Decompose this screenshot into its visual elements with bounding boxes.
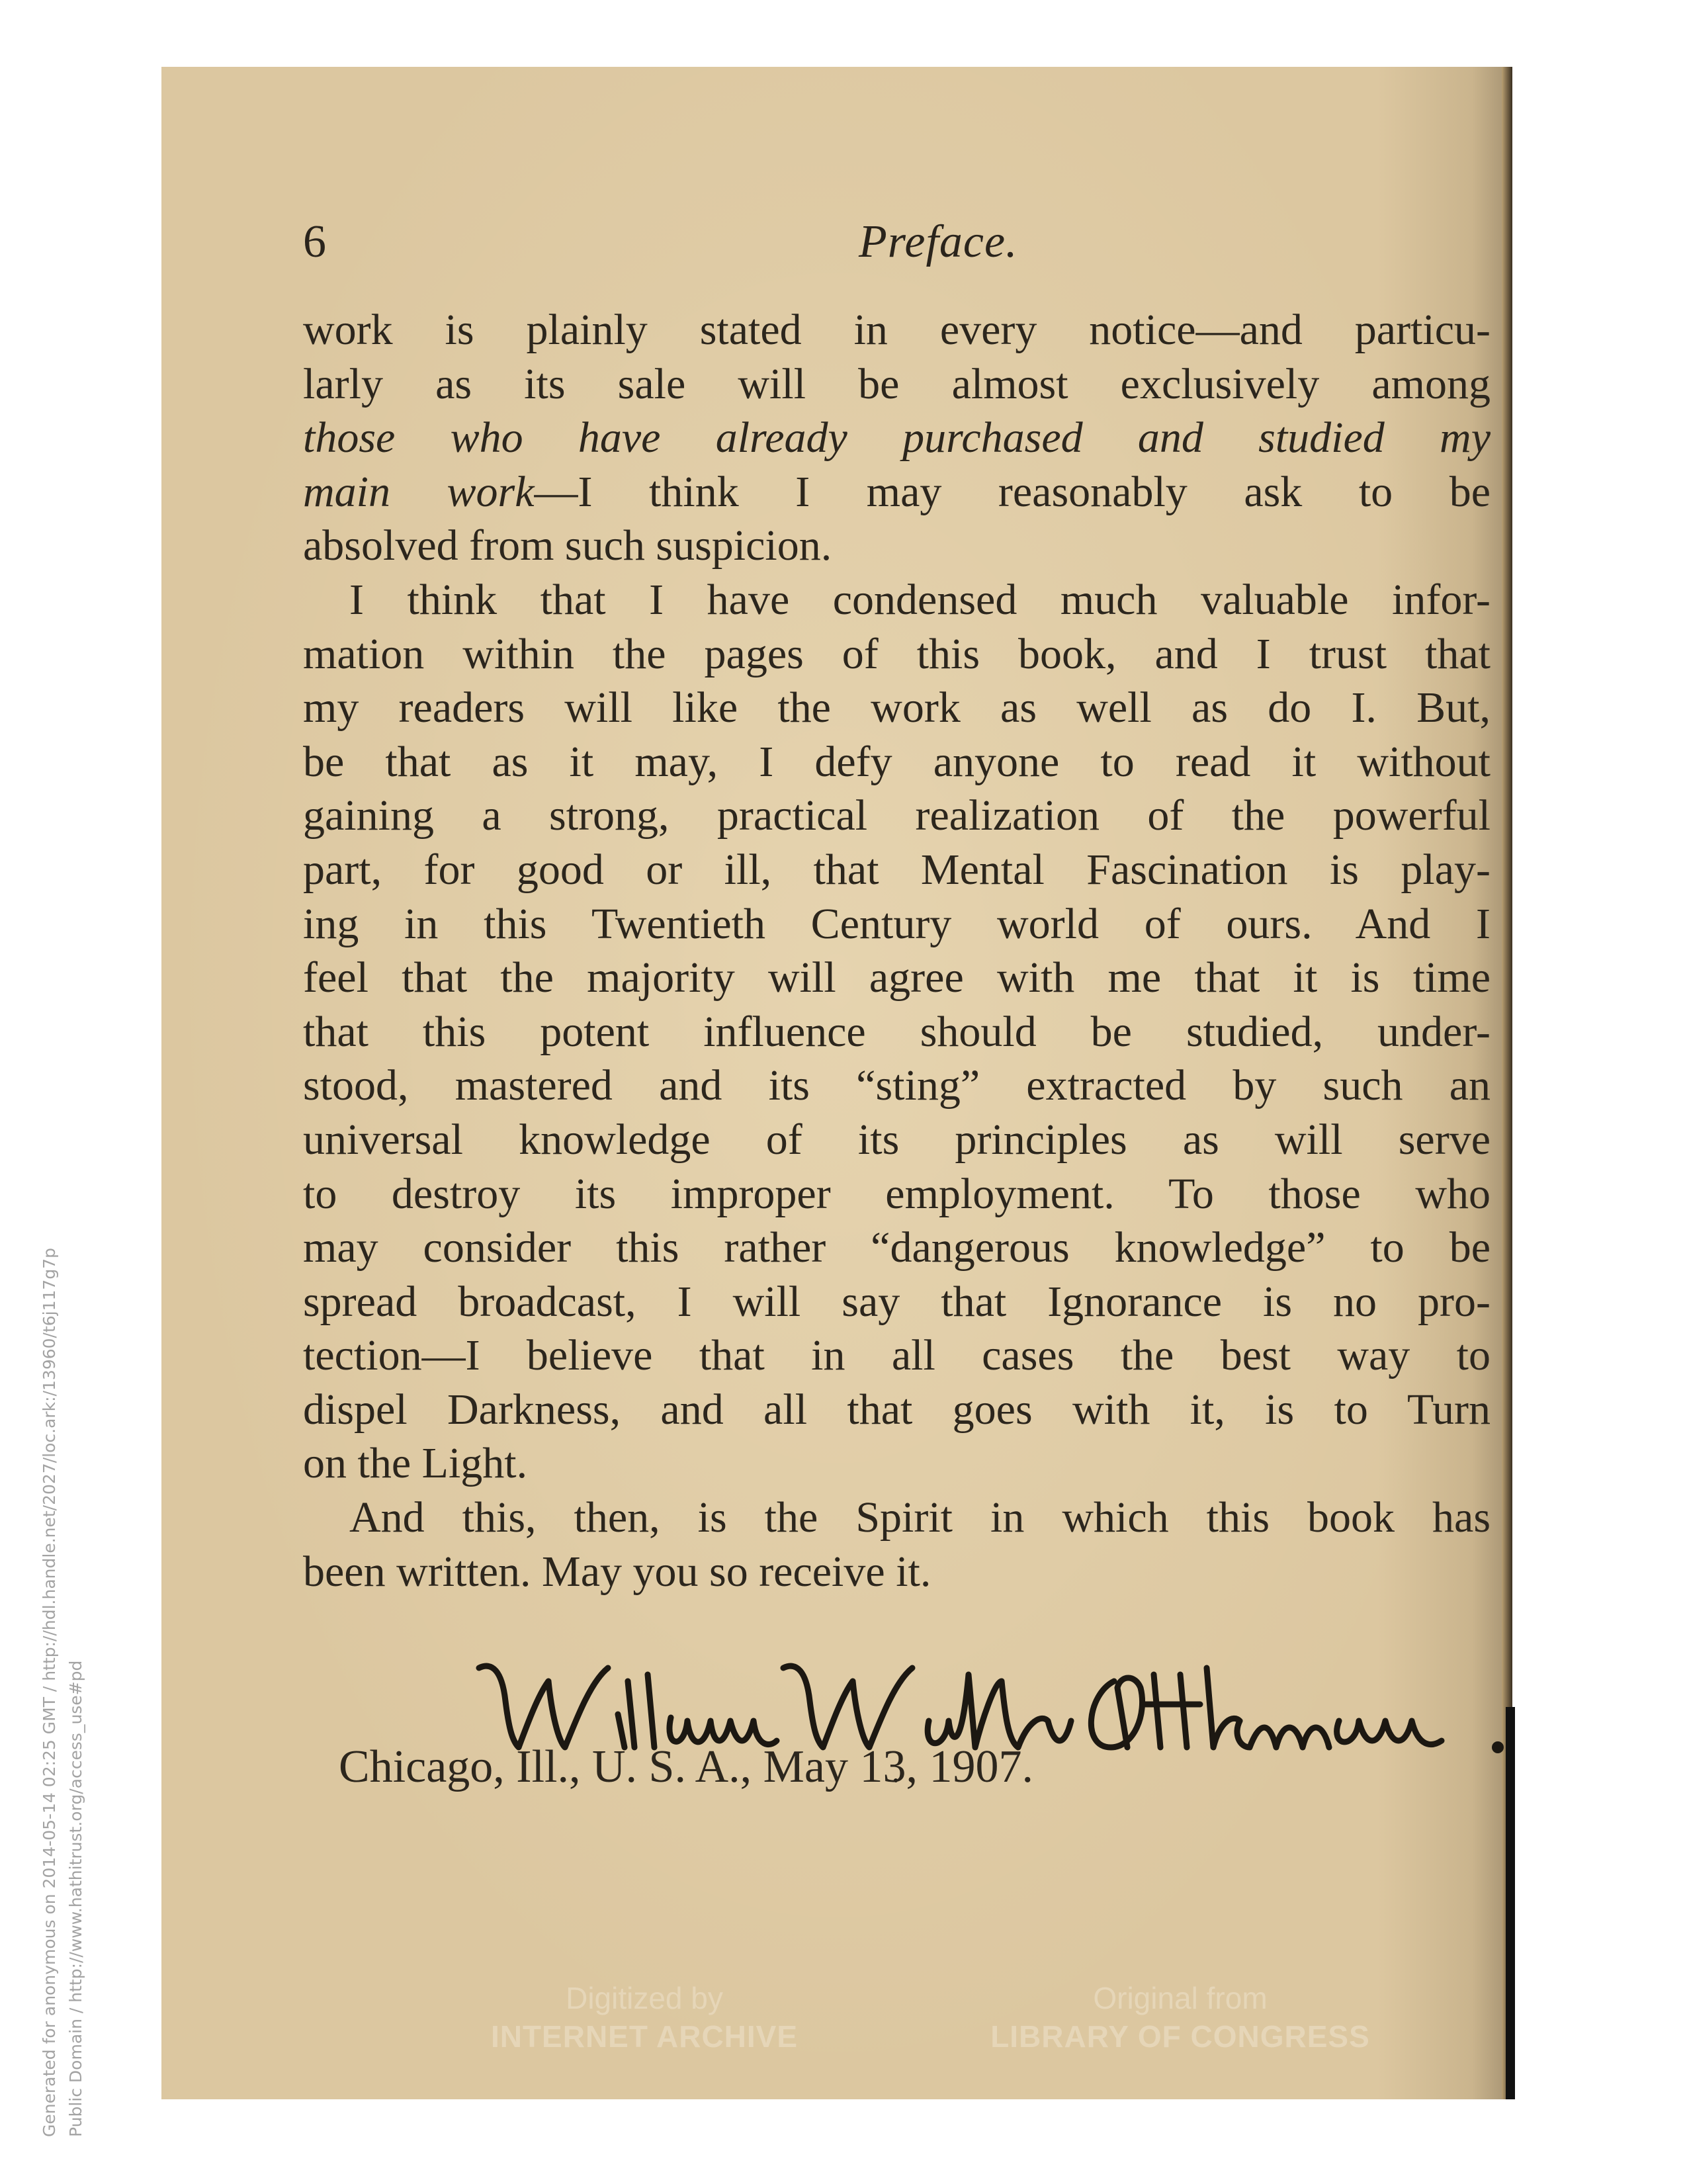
- page-number: 6: [303, 216, 326, 267]
- watermark-org: INTERNET ARCHIVE: [490, 2019, 799, 2054]
- text-line: dispel Darkness, and all that goes with it, is to Turn: [303, 1385, 1491, 1434]
- paragraph-3: [303, 1491, 1491, 1598]
- access-notice: Generated for anonymous on 2014-05-14 02:25 GMT / http://hdl.handle.net/2027/loc.ark:/13960/t6j117g7p: [40, 1248, 59, 2137]
- original-from-watermark: [929, 1979, 1432, 2056]
- paragraph-2: [303, 573, 1491, 1491]
- text-line: on the Light.: [303, 1439, 528, 1488]
- running-title: Preface.: [859, 216, 1018, 267]
- text-line: be that as it may, I defy anyone to read it without: [303, 737, 1491, 786]
- running-head: [303, 216, 1507, 282]
- text-line: And this, then, is the Spirit in which this book has: [349, 1493, 1491, 1542]
- text-line: ing in this Twentieth Century world of ours. And I: [303, 899, 1491, 948]
- dateline: Chicago, Ill., U. S. A., May 13, 1907.: [339, 1741, 1033, 1792]
- license-notice: Public Domain / http://www.hathitrust.org/access_use#pd: [66, 1660, 85, 2137]
- paragraph-1: [303, 303, 1491, 573]
- body-text: [303, 303, 1491, 1598]
- text-line: universal knowledge of its principles as will serve: [303, 1115, 1491, 1164]
- binding-spine: [1506, 1707, 1515, 2099]
- text-line: gaining a strong, practical realization of the powerful: [303, 791, 1491, 840]
- text-line: may consider this rather “dangerous knowledge” to be: [303, 1223, 1491, 1272]
- line-continuation: —I think I may reasonably ask to be: [534, 467, 1491, 516]
- text-line: larly as its sale will be almost exclusively among: [303, 359, 1491, 408]
- digitized-by-watermark: [439, 1979, 849, 2056]
- watermark-line: Original from: [1093, 1981, 1268, 2015]
- text-line: my readers will like the work as well as do I. But,: [303, 683, 1491, 732]
- text-line: I think that I have condensed much valuable infor-: [349, 575, 1491, 624]
- text-line: part, for good or ill, that Mental Fascination is play-: [303, 845, 1491, 894]
- text-line: [303, 465, 1491, 519]
- watermark-line: Digitized by: [566, 1981, 723, 2015]
- text-line: absolved from such suspicion.: [303, 521, 832, 570]
- italic-phrase: main work: [303, 467, 535, 516]
- book-page: [161, 67, 1512, 2099]
- text-line: that this potent influence should be studied, under-: [303, 1007, 1491, 1056]
- text-line: been written. May you so receive it.: [303, 1547, 931, 1596]
- text-line: to destroy its improper employment. To those who: [303, 1169, 1491, 1218]
- text-line-italic: those who have already purchased and studied my: [303, 414, 1491, 462]
- text-line: stood, mastered and its “sting” extracted by such an: [303, 1061, 1491, 1110]
- watermark-org: LIBRARY OF CONGRESS: [990, 2019, 1370, 2054]
- text-line: mation within the pages of this book, and I trust that: [303, 629, 1491, 678]
- text-line: tection—I believe that in all cases the best way to: [303, 1331, 1491, 1380]
- text-line: spread broadcast, I will say that Ignorance is no pro-: [303, 1277, 1491, 1326]
- text-line: feel that the majority will agree with me that it is time: [303, 953, 1491, 1002]
- text-line: work is plainly stated in every notice—and particu-: [303, 306, 1491, 354]
